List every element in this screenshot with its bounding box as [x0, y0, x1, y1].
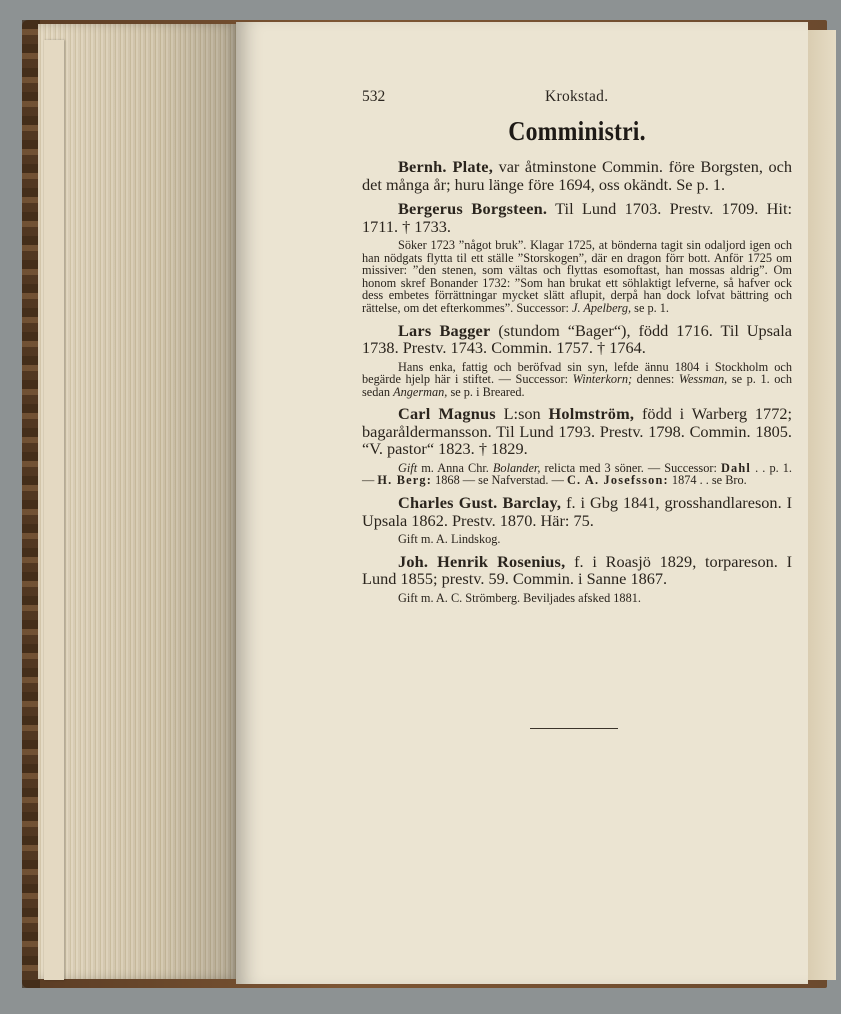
note-text: 1874 . . se Bro. [668, 473, 747, 488]
note-text: Gift m. A. Lindskog. [398, 532, 501, 547]
entry-name-surname: Holmström, [548, 404, 635, 424]
entry [362, 158, 792, 193]
entry-note [362, 361, 792, 399]
note-text: H. Berg: [377, 473, 433, 488]
note-text: 1868 — se Nafverstad. — [432, 473, 567, 488]
entry-name: Bernh. Plate, [398, 157, 493, 176]
entry-lead [362, 494, 792, 529]
entry [362, 553, 792, 605]
entry-text: född i Warberg 1772; bagaråldermansson. Til Lund 1793. Prestv. 1798. Commin. 1805. “V. pastor“ 1823. † 1829. [362, 404, 793, 459]
entry-text: f. i Gbg 1841, grosshandlareson. I Upsala 1862. Prestv. 1870. Här: 75. [362, 493, 792, 530]
entry [362, 405, 792, 487]
next-page-edge [806, 30, 836, 980]
note-text: relicta med 3 söner. — Successor: [540, 460, 721, 475]
note-text: Bolander, [492, 460, 541, 475]
note-text: dennes: [632, 372, 679, 387]
note-text: Dahl [720, 460, 752, 475]
entry-text: f. i Roasjö 1829, torpareson. I Lund 1855; prestv. 59. Commin. i Sanne 1867. [362, 551, 792, 589]
note-text: Gift m. A. C. Strömberg. Beviljades afsked 1881. [398, 590, 641, 605]
note-text: C. A. Josefsson: [566, 473, 669, 488]
page-body [362, 158, 792, 611]
entry-lead [362, 553, 792, 588]
entry-name: Joh. Henrik Rosenius, [398, 551, 566, 571]
entry-text: var åtminstone Commin. före Borgsten, och det många år; huru länge före 1694, oss okändt. Se p. 1. [362, 157, 792, 194]
entry [362, 494, 792, 546]
entry-note [362, 592, 792, 605]
entry-lead [362, 322, 792, 357]
note-text: se p. i Breared. [447, 384, 525, 399]
note-text: Wessman, [678, 372, 728, 387]
running-title: Krokstad. [545, 88, 609, 105]
section-title: Comministri. [508, 116, 646, 146]
end-rule [530, 728, 618, 729]
page-number: 532 [362, 88, 386, 105]
entry-note [362, 462, 792, 487]
page-header [362, 88, 792, 108]
entry-lead [362, 405, 792, 458]
entry-note [362, 239, 792, 315]
entry-name: Lars Bagger [398, 320, 491, 340]
note-text: Angerman, [393, 384, 448, 399]
entry-note [362, 533, 792, 546]
note-text: m. Anna Chr. [417, 460, 493, 475]
page-stack [38, 24, 238, 979]
note-text: se p. 1. och sedan [362, 372, 792, 399]
note-text: Hans enka, fattig och beröfvad sin syn, lefde ännu 1804 i Stockholm och begärde hjelp här i stiftet. — Successor: [362, 359, 792, 387]
entry-name: Charles Gust. Barclay, [398, 493, 562, 513]
note-text: Gift [398, 460, 418, 475]
note-text: Winterkorn; [572, 372, 633, 387]
entry-name: Bergerus Borgsteen. [398, 199, 548, 218]
entry-name-mid: L:son [495, 404, 549, 424]
entry-lead [362, 200, 792, 235]
note-text: Söker 1723 ”något bruk”. Klagar 1725, at bönderna tagit sin odaljord igen och han nödgats flytta til ett ställe ”Storskogen”, där en dragon förr bott. Anför 1725 om missiver: ”den stenen, som vältas och flyttas esomoftast, han mossas aldrig”. Om honom skref Bonander 1732: ”Som han brukat ett söhlaktigt lefverne, så hafver ock dess embetes förrättningar mycket slätt aflupit, derpå han dock lofvat bättring och rättelse, om det efterkommes”. Successor: [362, 238, 792, 315]
entry-name: Carl Magnus [398, 404, 496, 424]
entry [362, 200, 792, 315]
entry-lead [362, 158, 792, 193]
entry-text: (stundom “Bager“), född 1716. Til Upsala 1738. Prestv. 1743. Commin. 1757. † 1764. [362, 320, 792, 358]
entry-text: Til Lund 1703. Prestv. 1709. Hit: 1711. † 1733. [362, 199, 792, 236]
note-text: J. Apelberg, [572, 300, 632, 315]
page-slip [44, 40, 64, 980]
note-text: . . p. 1. — [362, 460, 792, 488]
note-text: se p. 1. [631, 300, 670, 315]
entry [362, 322, 792, 399]
